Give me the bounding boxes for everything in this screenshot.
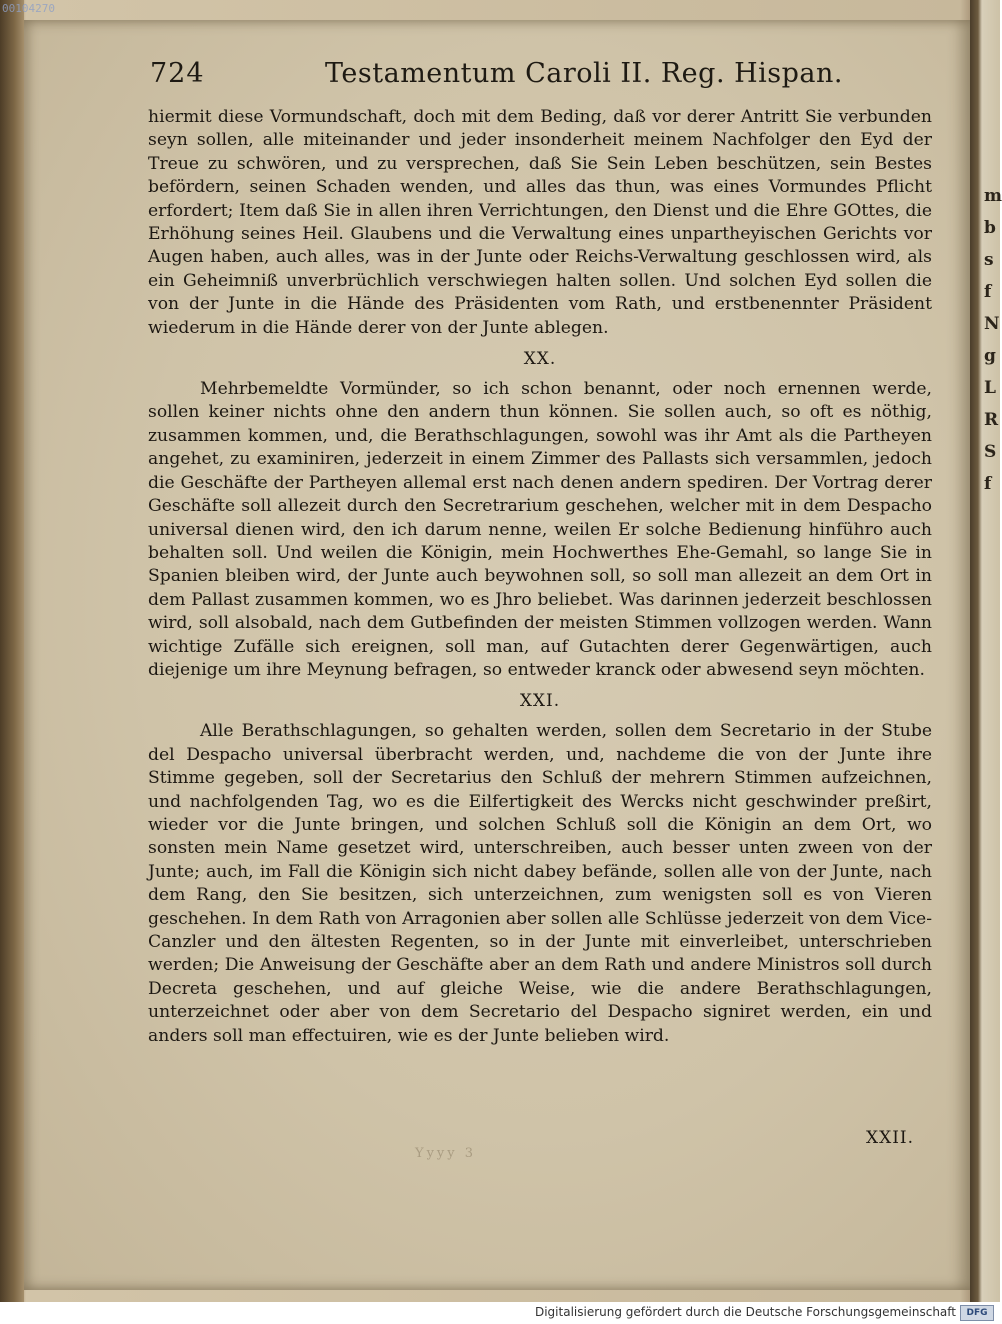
- footer-credit: Digitalisierung gefördert durch die Deutsche Forschungsgemeinschaft: [534, 1305, 956, 1319]
- next-page-glyph: L: [984, 378, 996, 398]
- page-header: [150, 58, 950, 98]
- signature-mark: Yyyy 3: [415, 1146, 477, 1161]
- section-heading-xx: XX.: [523, 349, 557, 370]
- next-page-glyph: m: [984, 186, 1002, 206]
- library-id-stamp: 00104270: [2, 2, 55, 15]
- opening-paragraph: hiermit diese Vormundschaft, doch mit dem Beding, daß vor derer Antritt Sie verbunden seyn sollen, alle miteinander und jeder insonderheit meinem Nachfolger den Eyd der Treue zu schwören, und zu versprechen, daß Sie Sein Leben beschützen, sein Bestes befördern, seinen Schaden wenden, und alles das thun, was eines Vormundes Pflicht erfordert; Item daß Sie in allen ihren Verrichtungen, den Dienst und die Ehre GOttes, die Erhöhung seines Heil. Glaubens und die Verwaltung eines unpartheyischen Gerichts vor Augen haben, auch alles, was in der Junte oder Reichs-Verwaltung geschlossen wird, als ein Geheimniß unverbrüchlich verschwiegen halten sollen. Und solchen Eyd sollen die von der Junte in die Hände des Präsidenten vom Rath, und erstbenennter Präsident wiederum in die Hände derer von der Junte ablegen.: [148, 107, 932, 338]
- book-spine-edge: [0, 0, 24, 1302]
- next-page-glyphs: [984, 180, 1000, 500]
- next-page-glyph: N: [984, 314, 1000, 334]
- next-page-glyph: b: [984, 218, 996, 238]
- section-xxi-paragraph: Alle Berathschlagungen, so gehalten werden, sollen dem Secretario in der Stube del Despacho universal überbracht werden, und, nachdeme die von der Junte ihre Stimme gegeben, soll der Secretarius den Schluß der mehrern Stimmen aufzeichnen, und nachfolgenden Tag, wo es die Eilfertigkeit des Wercks nicht geschwinder preßirt, wieder vor die Junte bringen, und solchen Schluß soll die Königin an dem Ort, wo sonsten mein Name gesetzet wird, unterschreiben, auch besser unten zween von der Junte; auch, im Fall die Königin sich nicht dabey befände, sollen alle von der Junte, nach dem Rang, den Sie besitzen, sich unterzeichnen, zum wenigsten soll es von Vieren geschehen. In dem Rath von Arragonien aber sollen alle Schlüsse jederzeit von dem Vice-Canzler und den ältesten Regenten, so in der Junte mit einverleibet, unterschrieben werden; Die Anweisung der Geschäfte aber an dem Rath und andere Ministros soll durch Decreta geschehen, und auf gleiche Weise, wie die andere Berathschlagungen, unterzeichnet oder aber von dem Secretario del Despacho signiret werden, ein und anders soll man effectuiren, wie es der Junte belieben wird.: [148, 721, 932, 1046]
- catchword: XXII.: [866, 1128, 915, 1148]
- next-page-glyph: R: [984, 410, 999, 430]
- page-number: 724: [150, 58, 205, 89]
- next-page-glyph: f: [984, 474, 992, 494]
- main-text: [148, 106, 932, 1048]
- next-page-glyph: g: [984, 346, 996, 366]
- running-title: Testamentum Caroli II. Reg. Hispan.: [325, 58, 844, 89]
- section-xx-paragraph: Mehrbemeldte Vormünder, so ich schon benannt, oder noch ernennen werde, sollen keiner nichts ohne den andern thun können. Sie sollen auch, so oft es nöthig, zusammen kommen, und, die Berathschlagungen, sowohl was ihr Amt als die Partheyen angehet, zu examiniren, jederzeit in einem Zimmer des Pallasts sich versammlen, jedoch die Geschäfte der Partheyen allemal erst nach denen andern spediren. Der Vortrag derer Geschäfte soll allezeit durch den Secretrarium geschehen, welcher mit in dem Despacho universal dienen wird, den ich darum nenne, weilen Er solche Bedienung hinführo auch behalten soll. Und weilen die Königin, mein Hochwerthes Ehe-Gemahl, so lange Sie in Spanien bleiben wird, der Junte auch beywohnen soll, so soll man allezeit an dem Ort in dem Pallast zusammen kommen, wo es Jhro beliebet. Was darinnen jederzeit beschlossen wird, soll alsobald, nach dem Gutbefinden der meisten Stimmen vollzogen werden. Wann wichtige Zufälle sich ereignen, soll man, auf Gutachten derer Gegenwärtigen, auch diejenige um ihre Meynung befragen, so entweder kranck oder abwesend seyn möchten.: [148, 379, 932, 680]
- section-heading-xxi: XXI.: [519, 691, 561, 712]
- next-page-glyph: S: [984, 442, 997, 462]
- next-page-glyph: f: [984, 282, 992, 302]
- next-page-glyph: s: [984, 250, 994, 270]
- dfg-logo-icon: DFG: [960, 1305, 994, 1321]
